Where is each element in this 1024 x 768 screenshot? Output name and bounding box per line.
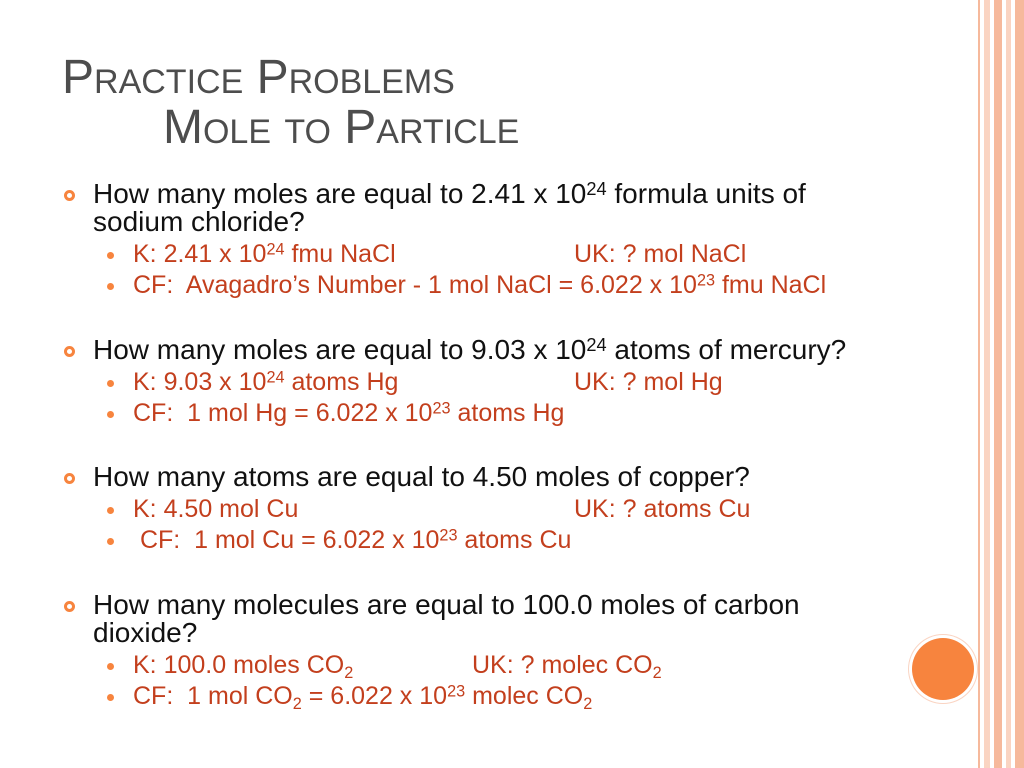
exponent: 24	[586, 334, 607, 355]
sub-list	[93, 494, 880, 556]
dot-bullet-icon	[107, 411, 114, 418]
dot-bullet-icon	[107, 663, 114, 670]
question-text: How many moles are equal to 2.41 x 10	[93, 178, 587, 209]
subscript: 2	[344, 663, 354, 682]
sub-list	[93, 239, 880, 301]
subscript: 2	[583, 694, 593, 713]
dot-bullet-icon	[107, 538, 114, 545]
question-text: How many atoms are equal to 4.50 moles of copper?	[93, 461, 750, 492]
subscript: 2	[652, 663, 662, 682]
ring-bullet-icon	[64, 601, 75, 612]
title-line-1: Practice Problems	[62, 51, 455, 104]
decorative-stripe	[978, 0, 980, 768]
unknown	[472, 650, 662, 681]
ring-bullet-icon	[64, 190, 75, 201]
decorative-stripe	[1015, 0, 1024, 768]
known-line	[133, 650, 880, 681]
dot-bullet-icon	[107, 380, 114, 387]
known-text: atoms Hg	[284, 368, 399, 396]
question	[93, 591, 880, 647]
question-text: formula units of sodium chloride?	[93, 178, 814, 237]
title-line-2: Mole to Particle	[163, 101, 520, 154]
conversion-line	[133, 270, 880, 301]
subscript: 2	[292, 694, 302, 713]
ring-bullet-icon	[64, 473, 75, 484]
conversion-text: CF: 1 mol CO	[133, 682, 293, 710]
known-line	[133, 239, 880, 270]
sub-list	[93, 367, 880, 429]
conversion-text: CF: 1 mol Cu = 6.022 x 10	[133, 526, 440, 554]
conversion-text: CF: 1 mol Hg = 6.022 x 10	[133, 399, 433, 427]
unknown	[574, 367, 723, 398]
conversion-text: CF: Avagadro’s Number - 1 mol NaCl = 6.022 x 10	[133, 271, 697, 299]
known-text: K: 2.41 x 10	[133, 240, 267, 268]
exponent: 23	[439, 526, 458, 545]
decorative-circle	[912, 638, 974, 700]
conversion-line	[133, 398, 880, 429]
known-text: fmu NaCl	[284, 240, 396, 268]
decorative-stripe	[994, 0, 1002, 768]
dot-bullet-icon	[107, 507, 114, 514]
question-text: How many moles are equal to 9.03 x 10	[93, 334, 587, 365]
unknown-text: UK: ? atoms Cu	[574, 495, 751, 523]
conversion-text: atoms Cu	[457, 526, 572, 554]
known-text: K: 9.03 x 10	[133, 368, 267, 396]
question-text: atoms of mercury?	[606, 334, 847, 365]
dot-bullet-icon	[107, 252, 114, 259]
unknown	[574, 494, 750, 525]
exponent: 23	[432, 399, 451, 418]
conversion-text: molec CO	[465, 682, 584, 710]
dot-bullet-icon	[107, 283, 114, 290]
exponent: 24	[266, 368, 285, 387]
problem-1	[93, 180, 880, 301]
exponent: 23	[696, 271, 716, 290]
question	[93, 336, 880, 364]
known-text: K: 4.50 mol Cu	[133, 495, 299, 523]
known-line	[133, 367, 880, 398]
exponent: 23	[447, 682, 466, 701]
ring-bullet-icon	[64, 346, 75, 357]
known-line	[133, 494, 880, 525]
problem-4	[93, 591, 880, 712]
decorative-stripe	[1006, 0, 1011, 768]
conversion-text: fmu NaCl	[715, 271, 827, 299]
dot-bullet-icon	[107, 694, 114, 701]
exponent: 24	[586, 178, 607, 199]
unknown-text: UK: ? mol NaCl	[574, 240, 747, 268]
conversion-line	[133, 681, 880, 712]
sub-list	[93, 650, 880, 712]
decorative-stripe	[984, 0, 990, 768]
known-text: K: 100.0 moles CO	[133, 651, 345, 679]
unknown-text: UK: ? mol Hg	[574, 368, 723, 396]
conversion-text: atoms Hg	[450, 399, 565, 427]
question	[93, 463, 880, 491]
exponent: 24	[266, 240, 285, 259]
problem-3	[93, 463, 880, 556]
question	[93, 180, 880, 236]
unknown-text: UK: ? molec CO	[472, 651, 653, 679]
slide-title	[62, 53, 519, 153]
problem-2	[93, 336, 880, 429]
conversion-text: = 6.022 x 10	[301, 682, 448, 710]
question-text: How many molecules are equal to 100.0 moles of carbon dioxide?	[93, 589, 808, 648]
unknown	[574, 239, 746, 270]
conversion-line	[133, 525, 880, 556]
